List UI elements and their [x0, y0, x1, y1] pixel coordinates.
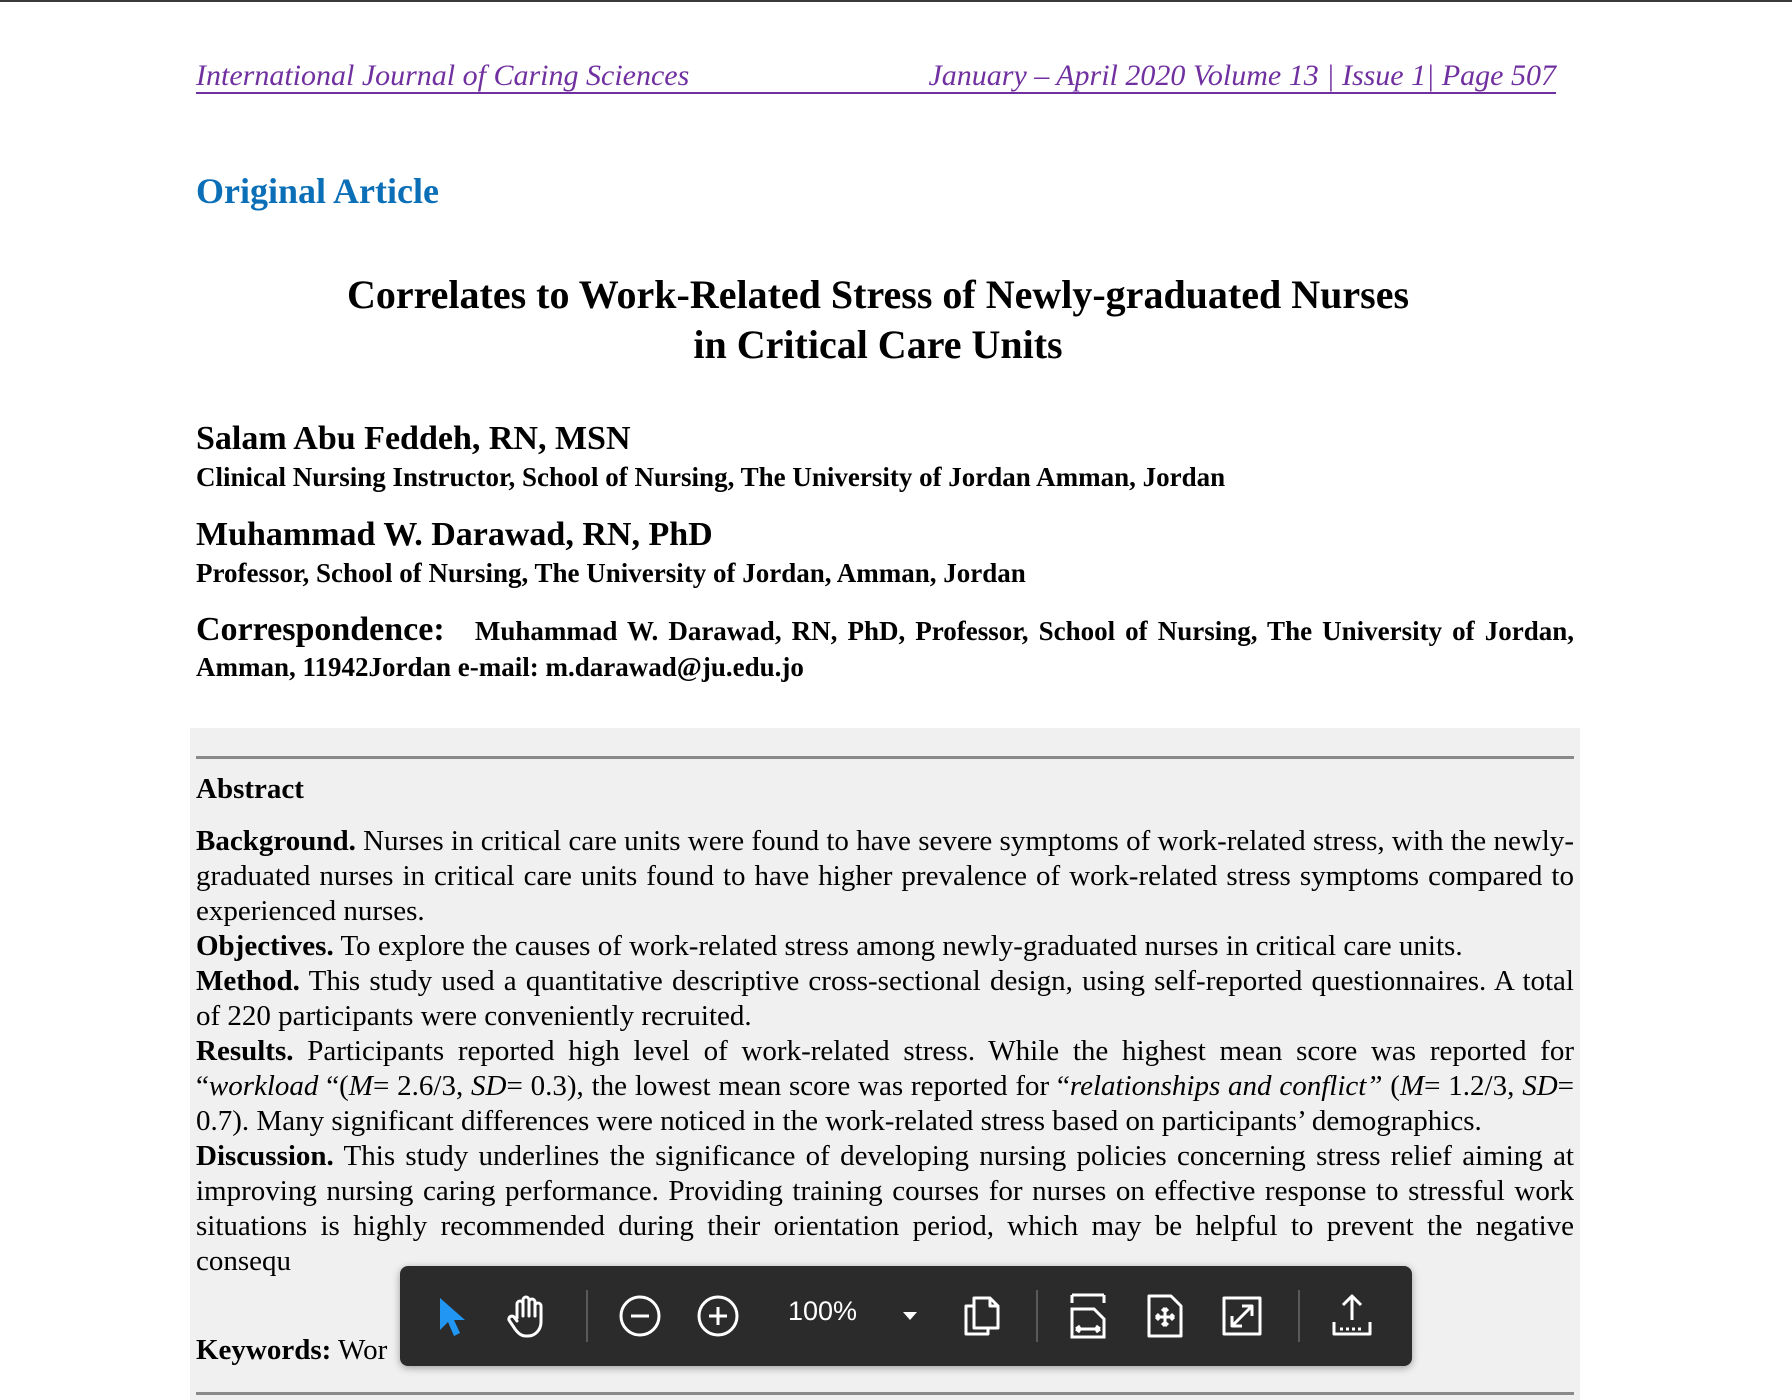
- abstract-results: [196, 1034, 1574, 1139]
- background-text: Nurses in critical care units were found to have severe symptoms of work-related stress, with the newly-graduated nurses in critical care units found to have higher prevalence of work-related stress symptoms compared to experienced nurses.: [196, 825, 1574, 927]
- objectives-label: Objectives.: [196, 930, 334, 962]
- keywords-text: Wor: [331, 1334, 388, 1366]
- abstract-method: [196, 964, 1574, 1034]
- article-type: Original Article: [196, 171, 439, 211]
- author-name: Muhammad W. Darawad, RN, PhD: [196, 516, 713, 553]
- abstract-heading: Abstract: [196, 773, 304, 805]
- results-text: (: [1382, 1070, 1400, 1102]
- toolbar-separator: [1036, 1290, 1038, 1342]
- zoom-out-icon[interactable]: [610, 1286, 670, 1346]
- fit-width-icon[interactable]: [1058, 1286, 1118, 1346]
- journal-name: International Journal of Caring Sciences: [196, 59, 690, 92]
- results-workload: workload: [208, 1070, 319, 1102]
- share-upload-icon[interactable]: [1322, 1286, 1382, 1346]
- select-arrow-icon[interactable]: [422, 1286, 482, 1346]
- author-affiliation: Clinical Nursing Instructor, School of Nursing, The University of Jordan Amman, Jordan: [196, 462, 1226, 492]
- objectives-text: To explore the causes of work-related stress among newly-graduated nurses in critical care units.: [333, 930, 1463, 962]
- zoom-level[interactable]: 100%: [788, 1296, 858, 1326]
- running-header: [196, 58, 1556, 94]
- title-line-1: Correlates to Work-Related Stress of Newly-graduated Nurses: [346, 272, 1410, 317]
- keywords-label: Keywords:: [196, 1334, 332, 1366]
- fullscreen-icon[interactable]: [1212, 1286, 1272, 1346]
- zoom-in-icon[interactable]: [688, 1286, 748, 1346]
- correspondence-label: Correspondence:: [196, 611, 445, 648]
- correspondence-text: Muhammad W. Darawad, RN, PhD, Professor, School of Nursing, The University of Jordan, Amman, 11942Jordan e-mail: m.darawad@ju.edu.jo: [196, 616, 1575, 682]
- article-title: [196, 270, 1560, 370]
- author-name: Salam Abu Feddeh, RN, MSN: [196, 420, 631, 457]
- results-text: “(: [318, 1070, 349, 1102]
- method-label: Method.: [196, 965, 300, 997]
- abstract-discussion: [196, 1139, 1574, 1279]
- results-text: Participants reported high level of work-related stress. While the highest mean score was reported for “: [196, 1035, 1574, 1102]
- background-label: Background.: [196, 825, 356, 857]
- viewer-toolbar: [400, 1266, 1412, 1366]
- fit-page-icon[interactable]: [1135, 1286, 1195, 1346]
- zoom-dropdown-icon[interactable]: [890, 1286, 930, 1346]
- abstract-divider-bottom: [196, 1392, 1574, 1395]
- method-text: This study used a quantitative descriptive cross-sectional design, using self-reported questionnaires. A total of 220 participants were conveniently recruited.: [196, 965, 1574, 1032]
- copy-pages-icon[interactable]: [952, 1286, 1012, 1346]
- results-mean-symbol: M: [1399, 1070, 1425, 1102]
- toolbar-separator: [586, 1290, 588, 1342]
- toolbar-separator: [1298, 1290, 1300, 1342]
- results-text: = 0.3), the lowest mean score was reported for “: [506, 1070, 1070, 1102]
- abstract-background: [196, 824, 1574, 929]
- results-sd-symbol: SD: [1522, 1070, 1558, 1102]
- hand-pan-icon[interactable]: [497, 1286, 557, 1346]
- correspondence: [196, 612, 1574, 685]
- abstract-body: [196, 824, 1574, 1279]
- discussion-label: Discussion.: [196, 1140, 334, 1172]
- window-top-border: [0, 0, 1792, 2]
- author-affiliation: Professor, School of Nursing, The University of Jordan, Amman, Jordan: [196, 558, 1026, 588]
- results-sd-symbol: SD: [471, 1070, 507, 1102]
- discussion-text: This study underlines the significance of developing nursing policies concerning stress relief aiming at improving nursing caring performance. Providing training courses for nurses on effective response to stressful work situations is highly recommended during their orientation period, which may be helpful to prevent the negative consequ: [196, 1140, 1574, 1277]
- results-mean-symbol: M: [348, 1070, 373, 1102]
- keywords: [196, 1334, 387, 1367]
- results-text: = 2.6/3,: [372, 1070, 472, 1102]
- results-text: = 0.7). Many significant differences were noticed in the work-related stress based on participants’ demographics.: [196, 1070, 1574, 1137]
- results-text: = 1.2/3,: [1424, 1070, 1523, 1102]
- results-label: Results.: [196, 1035, 294, 1067]
- results-relationships: relationships and conflict”: [1069, 1070, 1383, 1102]
- abstract-divider-top: [196, 756, 1574, 759]
- issue-info: January – April 2020 Volume 13 | Issue 1| Page 507: [928, 59, 1556, 92]
- title-line-2: in Critical Care Units: [693, 322, 1063, 367]
- abstract-objectives: [196, 929, 1574, 964]
